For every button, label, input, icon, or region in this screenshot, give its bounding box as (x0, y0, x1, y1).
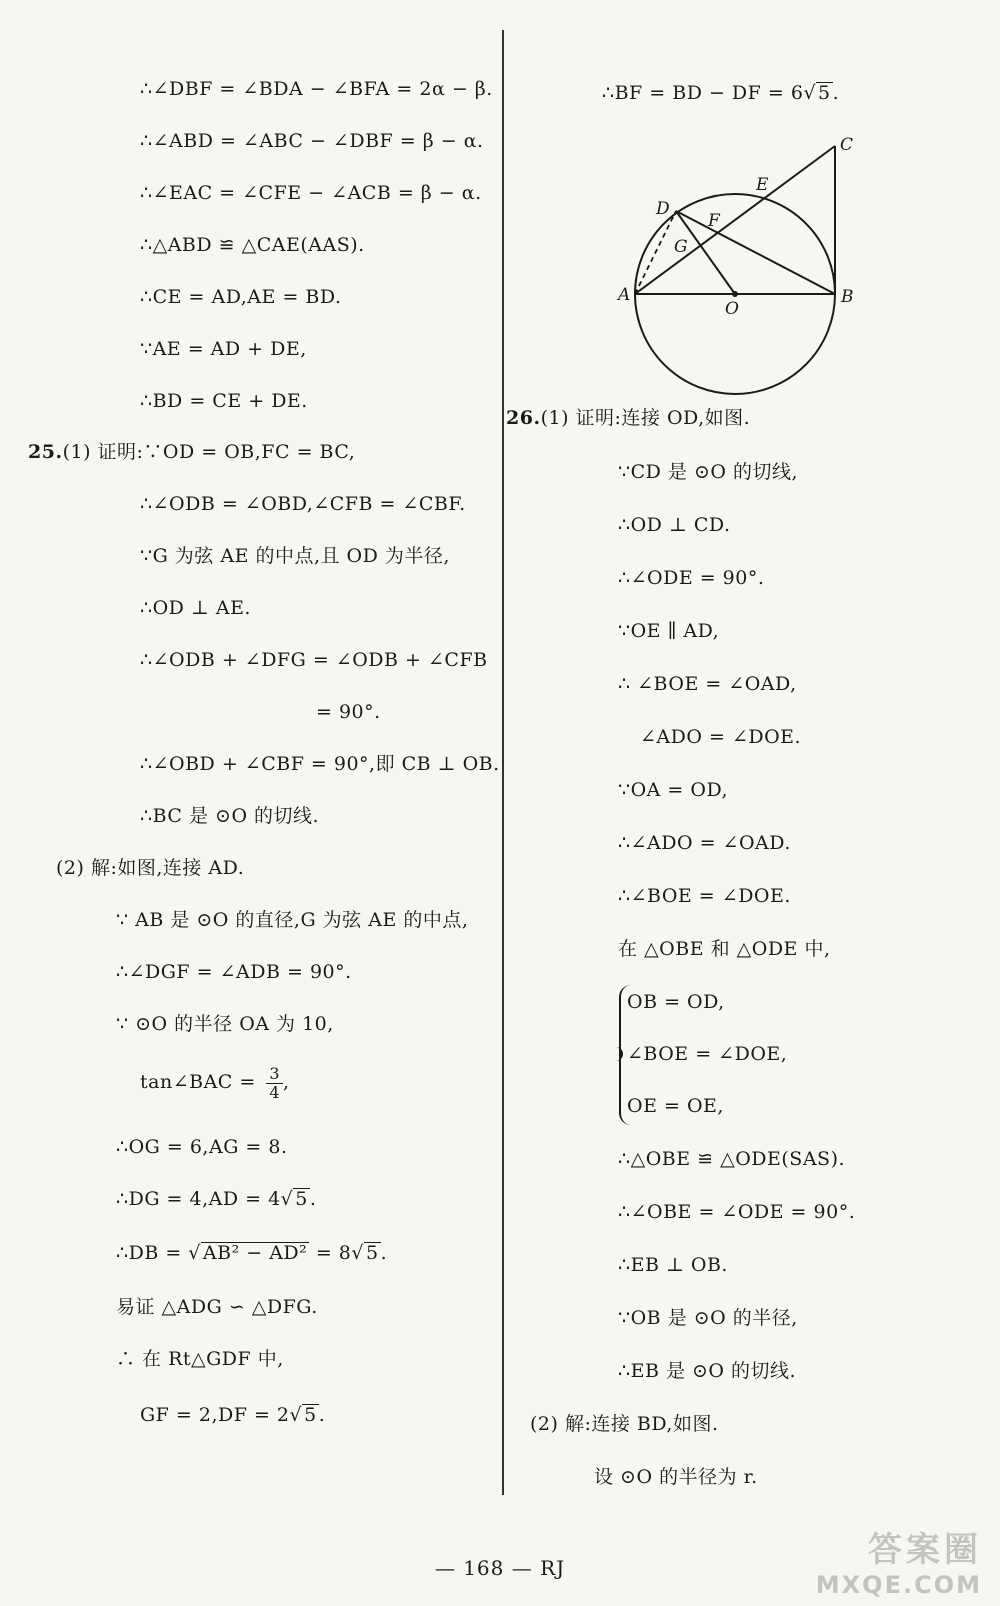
text-line: (2) 解:连接 BD,如图. (530, 1413, 719, 1435)
formula-text: ∴DB = (116, 1242, 182, 1264)
sqrt-radicand: 5 (295, 1188, 308, 1210)
text-line: ∵G 为弦 AE 的中点,且 OD 为半径, (140, 545, 450, 567)
formula-text: ∴DG = 4,AD = 4 (116, 1188, 281, 1210)
question-part: (1) (540, 407, 576, 429)
formula-period: . (309, 1188, 317, 1210)
text-line: ∴ ∠BOE = ∠OAD, (618, 673, 797, 695)
segment-ac (635, 146, 835, 294)
geometry-figure (610, 130, 870, 410)
fraction-denominator: 4 (269, 1082, 281, 1102)
text-line: ∴∠EAC = ∠CFE − ∠ACB = β − α. (140, 182, 482, 204)
text-line: ∵OA = OD, (618, 779, 729, 801)
sqrt-radicand: AB² − AD² (202, 1242, 308, 1264)
fraction-numerator: 3 (266, 1065, 283, 1084)
footer-dash: — (511, 1556, 533, 1580)
text-line: ∴∠OBD + ∠CBF = 90°,即 CB ⊥ OB. (140, 753, 500, 775)
fraction (266, 1065, 283, 1102)
watermark (797, 1522, 982, 1599)
formula-period: . (318, 1404, 326, 1426)
tan-formula-line (140, 1064, 290, 1102)
text-line: 证明:连接 OD,如图. (575, 407, 751, 429)
center-point-o (732, 291, 738, 297)
formula-text: = 8 (315, 1242, 352, 1264)
text-line: OE = OE, (627, 1095, 724, 1117)
question-25-header (28, 439, 355, 465)
formula-period: . (832, 82, 840, 104)
sqrt-line: ∴BF = BD − DF = 6√ 5 . (602, 82, 840, 104)
formula-text: tan∠BAC = (140, 1071, 256, 1093)
text-line: 设 ⊙O 的半径为 r. (594, 1466, 758, 1488)
text-line: ∵OB 是 ⊙O 的半径, (618, 1307, 798, 1329)
text-line: ∵OE ∥ AD, (618, 620, 720, 642)
label-e: E (756, 175, 769, 195)
sqrt-radicand: 5 (818, 82, 831, 104)
text-line: 在 △OBE 和 △ODE 中, (618, 938, 831, 960)
label-a: A (618, 285, 631, 305)
question-number: 25. (28, 441, 63, 463)
text-line: 证明:∵OD = OB,FC = BC, (97, 441, 356, 463)
text-line: ∴ 在 Rt△GDF 中, (116, 1348, 284, 1370)
sqrt-line: ∴DB = √ AB² − AD² = 8√ 5 . (116, 1242, 388, 1264)
text-line: ∠BOE = ∠DOE, (627, 1043, 788, 1065)
text-line: ∵AE = AD + DE, (140, 338, 307, 360)
footer-dash: — (434, 1556, 456, 1580)
formula-text: ∴BF = BD − DF = 6 (602, 82, 804, 104)
text-line: = 90°. (316, 701, 381, 723)
text-line: ∴BD = CE + DE. (140, 390, 308, 412)
text-line: ∴∠ABD = ∠ABC − ∠DBF = β − α. (140, 130, 484, 152)
text-line: ∴CE = AD,AE = BD. (140, 286, 342, 308)
text-line: ∴∠BOE = ∠DOE. (618, 885, 791, 907)
text-line: ∵CD 是 ⊙O 的切线, (618, 461, 799, 483)
segment-db (676, 211, 835, 294)
text-line: ∴OD ⊥ CD. (618, 514, 731, 536)
page-number: 168 (463, 1556, 505, 1580)
text-line: ∴BC 是 ⊙O 的切线. (140, 805, 320, 827)
label-g: G (674, 237, 688, 257)
text-line: ∵ ⊙O 的半径 OA 为 10, (116, 1013, 334, 1035)
text-line: ∴∠ODB = ∠OBD,∠CFB = ∠CBF. (140, 493, 466, 515)
edition-code: RJ (540, 1556, 566, 1580)
formula-period: . (380, 1242, 388, 1264)
text-line: ∵ AB 是 ⊙O 的直径,G 为弦 AE 的中点, (116, 909, 469, 931)
label-d: D (656, 199, 670, 219)
label-b: B (841, 287, 854, 307)
text-line: ∴∠ADO = ∠OAD. (618, 832, 791, 854)
question-number: 26. (506, 407, 541, 429)
watermark-url: MXQE.COM (815, 1571, 982, 1599)
question-part: (1) (62, 441, 98, 463)
column-divider (502, 30, 504, 1495)
text-line: (2) 解:如图,连接 AD. (56, 857, 245, 879)
text-line: ∴∠DGF = ∠ADB = 90°. (116, 961, 352, 983)
label-c: C (840, 135, 854, 155)
text-line: ∴EB ⊥ OB. (618, 1254, 728, 1276)
sqrt-line: GF = 2,DF = 2√ 5 . (140, 1404, 326, 1426)
formula-comma: , (283, 1071, 290, 1093)
text-line: 易证 △ADG ∽ △DFG. (116, 1296, 318, 1318)
text-line: ∴EB 是 ⊙O 的切线. (618, 1360, 797, 1382)
watermark-logo-text: 答案圈 (868, 1530, 982, 1570)
text-line: ∠ADO = ∠DOE. (640, 726, 802, 748)
text-line: ∴∠OBE = ∠ODE = 90°. (618, 1201, 856, 1223)
question-26-header (506, 405, 750, 431)
text-line: ∴OD ⊥ AE. (140, 597, 251, 619)
text-line: ∴∠ODE = 90°. (618, 567, 765, 589)
text-line: ∴∠ODB + ∠DFG = ∠ODB + ∠CFB (140, 649, 488, 671)
text-line: ∴OG = 6,AG = 8. (116, 1136, 288, 1158)
label-o: O (725, 299, 739, 319)
text-line: ∴△OBE ≌ △ODE(SAS). (618, 1148, 846, 1170)
text-line: OB = OD, (627, 991, 725, 1013)
sqrt-radicand: 5 (304, 1404, 317, 1426)
segment-ad-dashed (635, 211, 676, 294)
label-f: F (708, 211, 720, 231)
formula-text: GF = 2,DF = 2 (140, 1404, 290, 1426)
text-line: ∴△ABD ≌ △CAE(AAS). (140, 234, 365, 256)
sqrt-line: ∴DG = 4,AD = 4√ 5 . (116, 1188, 317, 1210)
text-line: ∴∠DBF = ∠BDA − ∠BFA = 2α − β. (140, 78, 493, 100)
sqrt-radicand: 5 (366, 1242, 379, 1264)
